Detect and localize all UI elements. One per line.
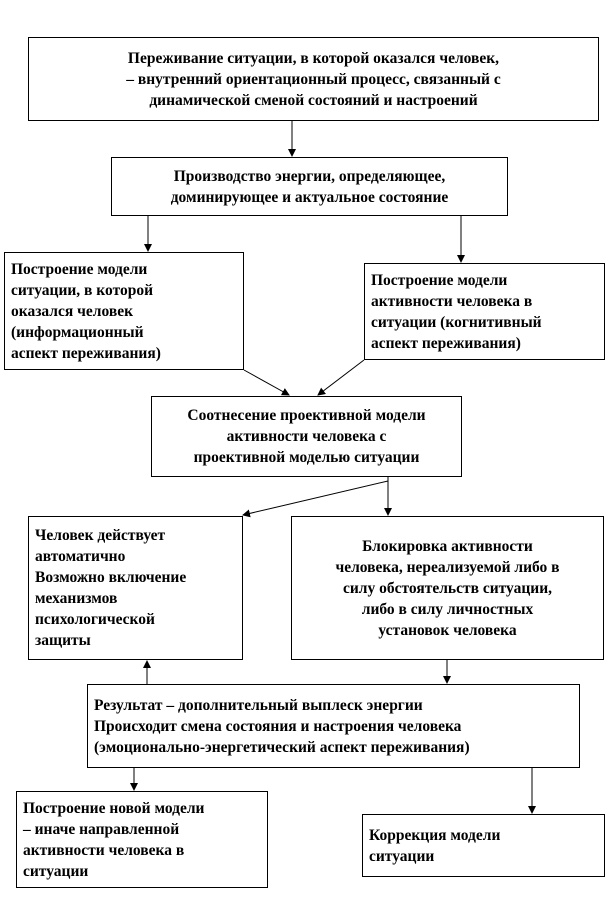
node-experience-text: Переживание ситуации, в которой оказался человек, – внутренний ориентационный процесс, связанный с динамической сменой состояний и настроений bbox=[126, 49, 501, 109]
node-correlation-text: Соотнесение проективной модели активности человека с проективной моделью ситуации bbox=[187, 407, 426, 466]
node-activity-model-text: Построение модели активности человека в ситуации (когнитивный аспект переживания) bbox=[371, 271, 542, 352]
arrow-activity-model-to-correlation bbox=[318, 360, 364, 395]
node-situation-model bbox=[4, 252, 244, 370]
node-blocking-text: Блокировка активности человека, нереализуемой либо в силу обстоятельств ситуации, либо в силу личностных установок человека bbox=[335, 537, 560, 639]
node-blocking bbox=[291, 516, 604, 660]
node-result-text: Результат – дополнительный выплеск энергии Происходит смена состояния и настроения человека (эмоционально-энергетический аспект переживания) bbox=[94, 696, 470, 756]
node-automatic-text: Человек действует автоматично Возможно включение механизмов психологической защиты bbox=[35, 527, 187, 649]
node-activity-model bbox=[364, 263, 605, 360]
node-correlation bbox=[151, 396, 462, 477]
node-situation-model-text: Построение модели ситуации, в которой оказался человек (информационный аспект переживания) bbox=[11, 260, 161, 362]
node-correction bbox=[362, 814, 605, 877]
node-new-model-text: Построение новой модели – иначе направленной активности человека в ситуации bbox=[23, 799, 205, 880]
arrow-correlation-to-automatic bbox=[243, 481, 388, 515]
node-new-model bbox=[16, 791, 268, 888]
node-experience bbox=[28, 37, 599, 121]
node-result bbox=[87, 684, 580, 768]
node-energy bbox=[111, 157, 508, 216]
node-energy-text: Производство энергии, определяющее, доминирующее и актуальное состояние bbox=[170, 167, 449, 206]
node-automatic bbox=[28, 516, 243, 660]
node-correction-text: Коррекция модели ситуации bbox=[369, 826, 501, 865]
arrow-situation-model-to-correlation bbox=[244, 370, 289, 395]
